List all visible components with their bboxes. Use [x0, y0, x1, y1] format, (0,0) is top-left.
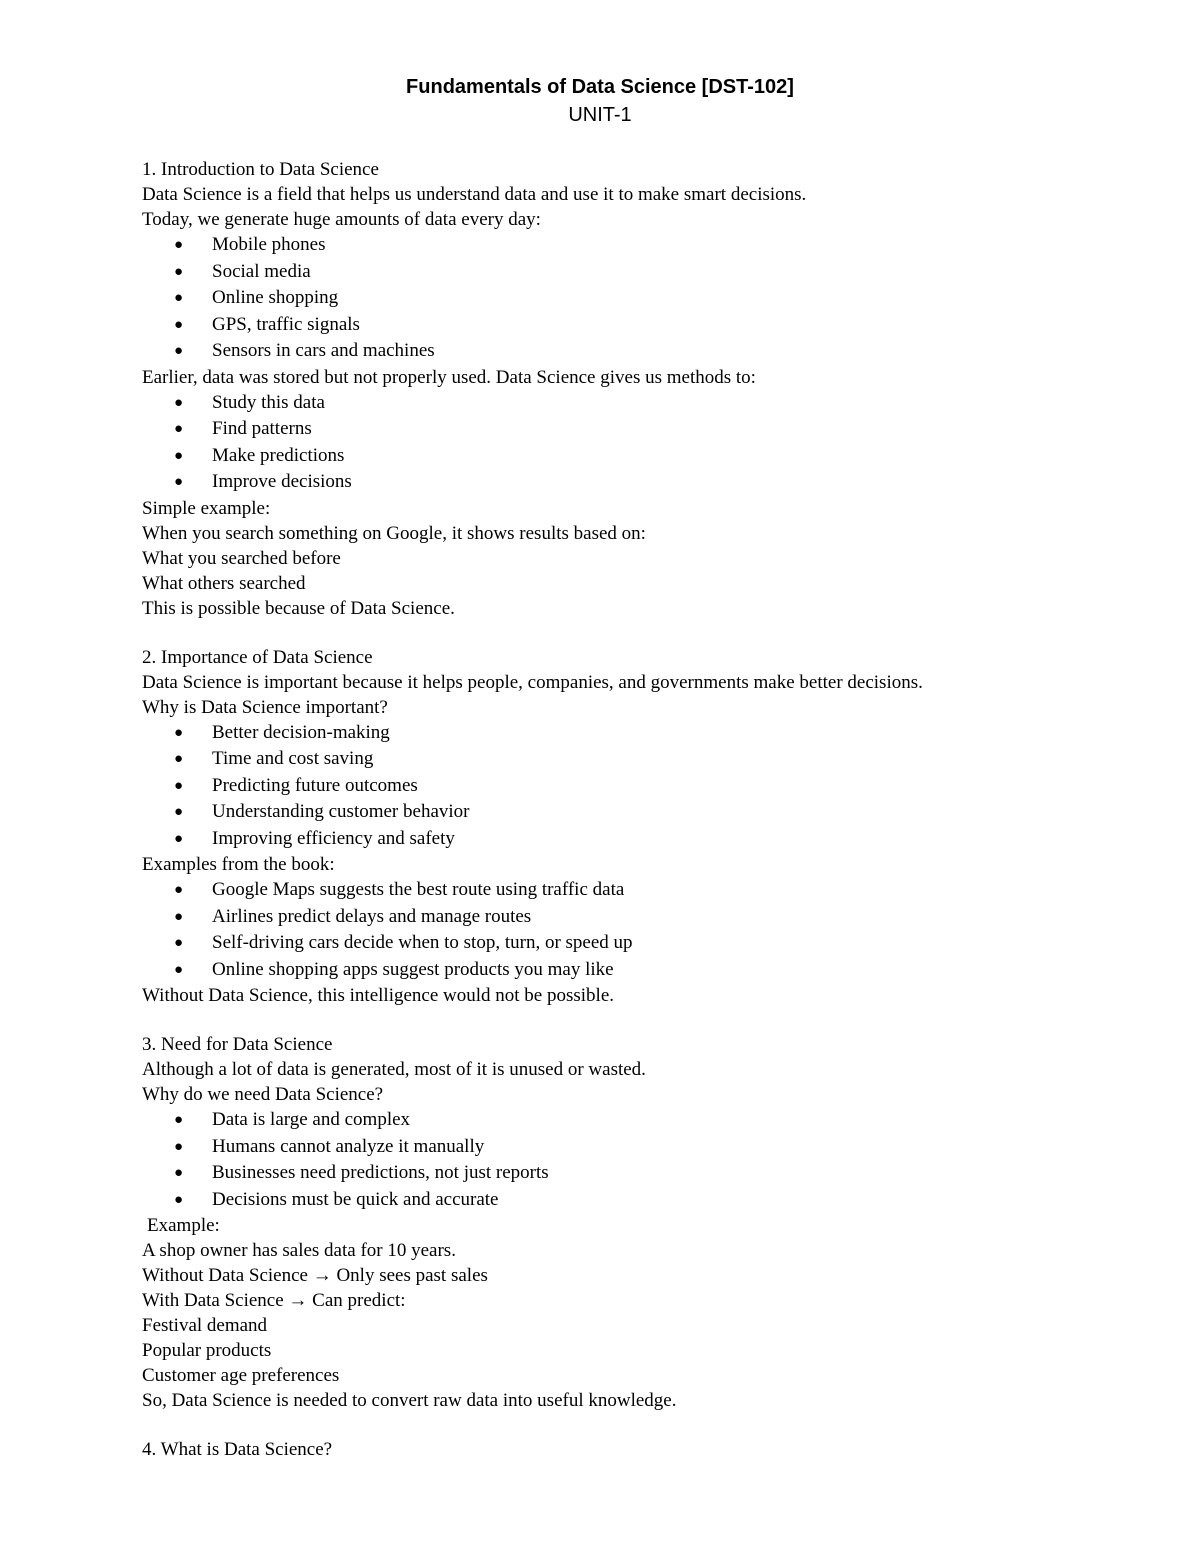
paragraph: A shop owner has sales data for 10 years.	[142, 1240, 456, 1261]
paragraph: Simple example:	[142, 497, 271, 519]
paragraph: Although a lot of data is generated, most of it is unused or wasted.	[142, 1059, 646, 1080]
paragraph: Why do we need Data Science?	[142, 1084, 384, 1105]
list-item: ● Improve decisions	[142, 469, 1102, 496]
list-item: ● GPS, traffic signals	[142, 312, 1102, 339]
list-item: ● Decisions must be quick and accurate	[142, 1187, 1102, 1214]
paragraph: Without Data Science → Only sees past sales	[142, 1265, 488, 1286]
bullet-icon: ●	[174, 421, 184, 437]
list-item: ● Study this data	[142, 390, 1102, 417]
bullet-icon: ●	[174, 447, 184, 464]
paragraph: Data Science is important because it helps people, companies, and governments make better decisions.	[142, 671, 923, 693]
list-item: ● Online shopping	[142, 285, 1102, 312]
list-item: ● Google Maps suggests the best route using traffic data	[142, 877, 1102, 904]
list-item: ● Businesses need predictions, not just reports	[142, 1160, 1102, 1187]
paragraph: This is possible because of Data Science.	[142, 597, 455, 619]
bullet-icon: ●	[174, 1165, 184, 1181]
paragraph: Today, we generate huge amounts of data every day:	[142, 209, 541, 230]
bullet-icon: ●	[174, 263, 184, 280]
bullet-list	[142, 720, 1102, 853]
bullet-icon: ●	[174, 830, 184, 847]
list-item: ● Social media	[142, 259, 1102, 286]
bullet-icon: ●	[174, 1191, 184, 1208]
bullet-list	[142, 1107, 1102, 1213]
list-item: ● Self-driving cars decide when to stop, turn, or speed up	[142, 930, 1102, 957]
paragraph: Data Science is a field that helps us understand data and use it to make smart decisions.	[142, 184, 807, 205]
bullet-icon: ●	[174, 724, 184, 741]
bullet-icon: ●	[174, 237, 184, 253]
list-item: ● Humans cannot analyze it manually	[142, 1134, 1102, 1161]
paragraph: Customer age preferences	[142, 1365, 340, 1386]
bullet-icon: ●	[174, 882, 184, 898]
paragraph: When you search something on Google, it shows results based on:	[142, 522, 646, 544]
section-heading: 1. Introduction to Data Science	[142, 159, 379, 180]
paragraph: Earlier, data was stored but not properly used. Data Science gives us methods to:	[142, 366, 756, 388]
paragraph: With Data Science → Can predict:	[142, 1290, 406, 1311]
document-title: Fundamentals of Data Science [DST-102]	[406, 76, 794, 98]
bullet-list	[142, 390, 1102, 496]
bullet-icon: ●	[174, 777, 184, 794]
unit-label: UNIT-1	[568, 104, 632, 126]
paragraph: Why is Data Science important?	[142, 696, 388, 718]
bullet-icon: ●	[174, 1112, 184, 1128]
paragraph: Examples from the book:	[142, 854, 335, 875]
paragraph: Example:	[147, 1215, 220, 1236]
bullet-icon: ●	[174, 804, 184, 820]
bullet-list	[142, 877, 1102, 983]
bullet-icon: ●	[174, 316, 184, 333]
paragraph: Without Data Science, this intelligence would not be possible.	[142, 985, 615, 1006]
list-item: ● Find patterns	[142, 416, 1102, 443]
bullet-icon: ●	[174, 961, 184, 978]
bullet-list	[142, 232, 1102, 365]
list-item: ● Airlines predict delays and manage routes	[142, 904, 1102, 931]
list-item: ● Make predictions	[142, 443, 1102, 470]
bullet-icon: ●	[174, 474, 184, 490]
list-item: ● Improving efficiency and safety	[142, 826, 1102, 853]
section-heading: 3. Need for Data Science	[142, 1034, 333, 1055]
bullet-icon: ●	[174, 290, 184, 306]
list-item: ● Better decision-making	[142, 720, 1102, 747]
list-item: ● Sensors in cars and machines	[142, 338, 1102, 365]
section-heading: 4. What is Data Science?	[142, 1439, 333, 1460]
list-item: ● Predicting future outcomes	[142, 773, 1102, 800]
list-item: ● Time and cost saving	[142, 746, 1102, 773]
spacer	[142, 1008, 1102, 1032]
bullet-icon: ●	[174, 1138, 184, 1155]
list-item: ● Online shopping apps suggest products you may like	[142, 957, 1102, 984]
bullet-icon: ●	[174, 751, 184, 767]
paragraph: Popular products	[142, 1340, 272, 1361]
bullet-icon: ●	[174, 394, 184, 411]
spacer	[142, 1413, 1102, 1437]
list-item: ● Understanding customer behavior	[142, 799, 1102, 826]
list-item: ● Mobile phones	[142, 232, 1102, 259]
paragraph: So, Data Science is needed to convert raw data into useful knowledge.	[142, 1390, 677, 1411]
list-item: ● Data is large and complex	[142, 1107, 1102, 1134]
spacer	[142, 621, 1102, 645]
document-body	[142, 157, 1102, 1462]
paragraph: What you searched before	[142, 547, 341, 569]
bullet-icon: ●	[174, 908, 184, 925]
section-heading: 2. Importance of Data Science	[142, 646, 373, 668]
bullet-icon: ●	[174, 343, 184, 359]
paragraph: What others searched	[142, 572, 306, 594]
bullet-icon: ●	[174, 935, 184, 951]
paragraph: Festival demand	[142, 1315, 268, 1336]
